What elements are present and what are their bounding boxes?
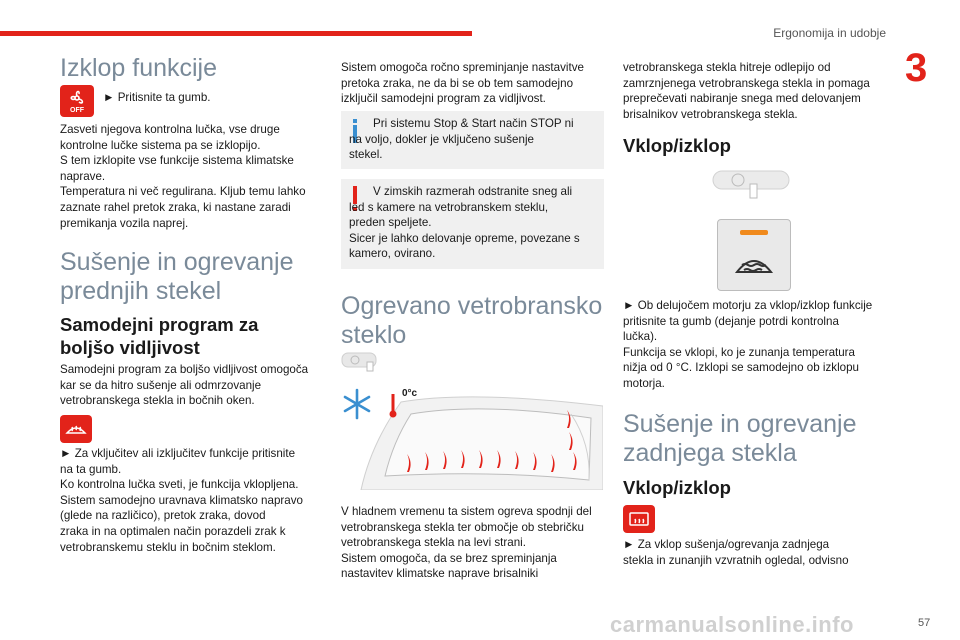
- rearview-mirror-icon: [341, 352, 379, 372]
- off-label: OFF: [70, 106, 84, 114]
- header-red-bar: [0, 31, 472, 36]
- paragraph-hladnem: V hladnem vremenu ta sistem ogreva spodnji del vetrobranskega stekla ter območje ob stebričku vetrobranskega stekla na levi strani. Sistem omogoča, da se brez spreminjanja nastavitev klimatske naprave brisalniki: [341, 505, 592, 581]
- heading-samodejni-program: Samodejni program za boljšo vidljivost: [60, 314, 259, 358]
- heading-susenje-zadnjega: Sušenje in ogrevanje zadnjega stekla: [623, 410, 857, 467]
- info-note-text: Pri sistemu Stop & Start način STOP ni na voljo, dokler je vključeno sušenje stekel.: [349, 117, 574, 162]
- warning-note: [341, 179, 604, 269]
- paragraph-sistem: Sistem omogoča ročno spreminjanje nastavitve pretoka zraka, ne da bi se ob tem samodejno izključil samodejni program za vidljivost.: [341, 61, 584, 106]
- indicator-light: [740, 230, 768, 235]
- paragraph-vklop-1: ► Ob delujočem motorju za vklop/izklop funkcije pritisnite ta gumb (dejanje potrdi kontrolna lučka). Funkcija se vklopi, ko je zunanja temperatura nižja od 0 °C. Izklopi se samodejno ob izklopu motorja.: [623, 299, 873, 390]
- warning-note-text: V zimskih razmerah odstranite sneg ali led s kamere na vetrobranskem steklu, preden speljete. Sicer je lahko delovanje opreme, povezane s kamero, ovirano.: [349, 185, 580, 261]
- chapter-number: 3: [905, 46, 928, 90]
- heading-izklop-funkcije: Izklop funkcije: [60, 54, 218, 82]
- visibility-button-icon: [60, 415, 92, 443]
- paragraph-vklop-2: ► Za vklop sušenja/ogrevanja zadnjega stekla in zunanjih vzvratnih ogledal, odvisno: [623, 538, 849, 567]
- section-title: Ergonomija in udobje: [773, 26, 886, 40]
- paragraph-izklop: Zasveti njegova kontrolna lučka, vse druge kontrolne lučke sistema pa se izklopijo. S tem izklopite vse funkcije sistema klimatske naprave. Temperatura ni več regulirana. Kljub temu lahko zaznate rahel pretok zraka, ki nastane zaradi premikanja vozila naprej.: [60, 123, 306, 230]
- rear-demist-button-icon: [623, 505, 655, 533]
- snowflake-icon: [345, 390, 369, 418]
- heated-windscreen-button[interactable]: [717, 219, 791, 291]
- climate-off-button-icon: [60, 85, 94, 117]
- paragraph-vkljucitev: ► Za vključitev ali izključitev funkcije pritisnite na ta gumb. Ko kontrolna lučka sveti, je funkcija vklopljena. Sistem samodejno uravnava klimatsko napravo (glede na različico), pretok zraka, dovod zraka in na optimalen način porazdeli zrak k vetrobranskemu steklu in bočnim steklom.: [60, 447, 303, 554]
- rear-window-demist-icon: [628, 510, 650, 528]
- heading-vklop-izklop-2: Vklop/izklop: [623, 477, 731, 498]
- paragraph-continued: vetrobranskega stekla hitreje odlepijo od zamrznjenega vetrobranskega stekla in pomaga preprečevati nabiranje snega med delovanjem brisalnikov vetrobranskega stekla.: [623, 61, 870, 121]
- windscreen-demist-icon: [65, 420, 87, 438]
- temperature-label: 0°c: [402, 388, 418, 399]
- page-number: 57: [918, 617, 931, 629]
- heading-vklop-izklop-1: Vklop/izklop: [623, 135, 731, 156]
- fan-icon: [66, 89, 88, 107]
- heading-ogrevano-steklo: Ogrevano vetrobransko steklo: [341, 292, 603, 349]
- heading-susenje-prednjih: Sušenje in ogrevanje prednjih stekel: [60, 248, 294, 305]
- info-note: [341, 111, 604, 169]
- heated-windscreen-illustration: [341, 384, 603, 490]
- watermark: carmanualsonline.info: [610, 612, 854, 637]
- windscreen-heating-icon: [734, 248, 774, 278]
- step-izklop: ► Pritisnite ta gumb.: [103, 91, 211, 104]
- paragraph-samodejni: Samodejni program za boljšo vidljivost omogoča kar se da hitro sušenje ali odmrzovanje vetrobranskega stekla in bočnih oken.: [60, 363, 309, 408]
- rearview-mirror-icon-2: [712, 168, 792, 200]
